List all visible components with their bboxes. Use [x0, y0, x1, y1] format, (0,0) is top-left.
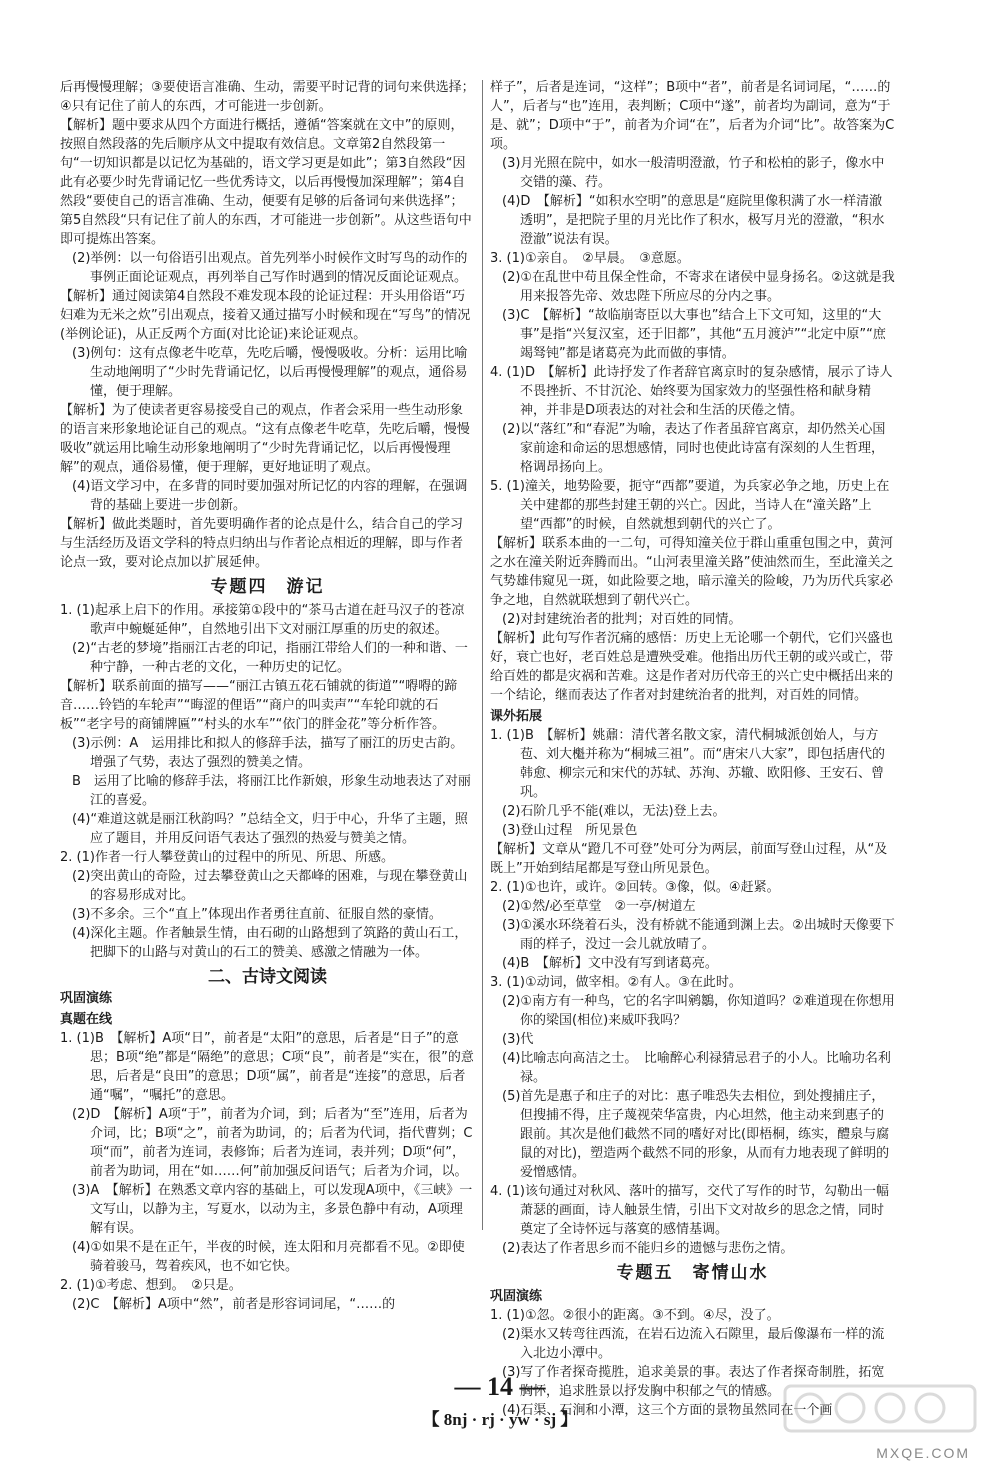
paragraph: 后再慢慢理解；③要使语言准确、生动，需要平时记背的词句来供选择；④只有记住了前人的东西，才可能进一步创新。: [60, 80, 475, 114]
subheading-gonggu: 巩固演练: [60, 991, 113, 1006]
watermark-logo: [780, 1381, 980, 1451]
analysis-paragraph: 【解析】做此类题时，首先要明确作者的论点是什么，结合自己的学习与生活经历及语文学科的特点归纳出与作者论点相近的理解，即与作者论点一致，要对论点加以扩展延伸。: [60, 517, 464, 570]
answer-item: (3)C 【解析】“故临崩寄臣以大事也”结合上下文可知，这里的“大事”是指“兴复汉室，还于旧都”，其他“五月渡泸”“北定中原”“庶竭驽钝”都是诸葛亮为此而做的事情。: [502, 308, 886, 361]
answer-item: (3)不多余。三个“直上”体现出作者勇往直前、征服自然的豪情。: [72, 907, 442, 922]
answer-item: (2)举例：以一句俗语引出观点。首先列举小时候作文时写鸟的动作的事例正面论证观点，再列举自己写作时遇到的情况反面论证观点。: [72, 251, 468, 285]
section-title-gushiwen: 二、古诗文阅读: [208, 967, 327, 987]
answer-item: (4)深化主题。作者触景生情，由石砌的山路想到了筑路的黄山石工，把脚下的山路与对黄山的石工的赞美、感激之情融为一体。: [72, 926, 468, 960]
answer-item: (3)A 【解析】在熟悉文章内容的基础上，可以发现A项中，《三峡》一文写山，以静为主，写夏水，以动为主，多景色静中有动，A项理解有误。: [72, 1183, 473, 1236]
answer-item: 1. (1)起承上启下的作用。承接第①段中的“茶马古道在赶马汉子的苍凉歌声中蜿蜒延伸”，自然地引出下文对丽江厚重的历史的叙述。: [60, 603, 465, 637]
answer-item: (3)写了作者探奇揽胜，追求美景的事。表达了作者探奇制胜，拓宽胸怀，追求胜景以抒发胸中积郁之气的情感。: [502, 1365, 885, 1399]
answer-item: 1. (1)B 【解析】姚鼐：清代著名散文家，清代桐城派创始人，与方苞、刘大櫆并称为“桐城三祖”。而“唐宋八大家”，即包括唐代的韩愈、柳宗元和宋代的苏轼、苏洵、苏辙、欧阳修、王安石、曾巩。: [490, 728, 885, 800]
analysis-paragraph: 【解析】题中要求从四个方面进行概括，遵循“答案就在文中”的原则，按照自然段落的先后顺序从文中提取有效信息。文章第2自然段第一句“一切知识都是以记忆为基础的，语文学习更是如此”；第3自然段“因此有必要少时先背诵记忆一些优秀诗文，以后再慢慢加深理解”；第4自然段“要使自己的语言准确、生动，便要有足够的后备词句来供选择”；第5自然段“只有记住了前人的东西，才可能进一步创新”。从这些语句中即可提炼出答案。: [60, 118, 472, 247]
answer-item: (4)B 【解析】文中没有写到诸葛亮。: [502, 956, 718, 971]
answer-item: (2)突出黄山的奇险，过去攀登黄山之天都峰的困难，与现在攀登黄山的容易形成对比。: [72, 869, 468, 903]
answer-item: (4)“难道这就是丽江秋韵吗？”总结全文，归于中心，升华了主题，照应了题目，并用反问语气表达了强烈的热爱与赞美之情。: [72, 812, 468, 846]
analysis-paragraph: 【解析】联系本曲的一二句，可得知潼关位于群山重重包围之中，黄河之水在潼关附近奔腾而出。“山河表里潼关路”使油然而生，至此潼关之气势雄伟窥见一斑，如此险要之地，暗示潼关的险峻，乃为历代兵家必争之地，自然就联想到了朝代兴亡。: [490, 536, 894, 608]
answer-item: (5)首先是惠子和庄子的对比：惠子唯恐失去相位，到处搜捕庄子，但搜捕不得，庄子蔑视荣华富贵，内心坦然，他主动来到惠子的跟前。其次是他们截然不同的嗜好对比(即梧桐，练实，醴泉与腐鼠的对比)，塑造两个截然不同的形象，从而有力地表现了鲜明的爱憎感情。: [502, 1089, 890, 1180]
answer-item: 4. (1)该句通过对秋风、落叶的描写，交代了写作的时节，勾勒出一幅萧瑟的画面，诗人触景生情，引出下文对故乡的思念之情，同时奠定了全诗怀远与落寞的感情基调。: [490, 1184, 889, 1237]
answer-item: (2)石阶几乎不能(难以，无法)登上去。: [502, 804, 726, 819]
answer-item: (2)①南方有一种鸟，它的名字叫鹓鶵，你知道吗？②难道现在你想用你的梁国(相位)来威吓我吗？: [502, 994, 895, 1028]
answer-item: 1. (1)B 【解析】A项“日”，前者是“太阳”的意思，后者是“日子”的意思；B项“绝”都是“隔绝”的意思；C项“良”，前者是“实在，很”的意思，后者是“良田”的意思；D项“属”，前者是“连接”的意思，后者通“嘱”，“嘱托”的意思。: [60, 1031, 474, 1103]
answer-item: 1. (1)①忽。②很小的距离。③不到。④尽，没了。: [490, 1308, 780, 1323]
paragraph: 样子”，后者是连词，“这样”；B项中“者”，前者是名词词尾，“……的人”，后者与“也”连用，表判断；C项中“遂”，前者均为副词，意为“于是、就”；D项中“于”，前者为介词“在”，后者为介词“比”。故答案为C项。: [490, 80, 895, 152]
answer-item: 4. (1)D 【解析】此诗抒发了作者辞官离京时的复杂感情，展示了诗人不畏挫折、不甘沉沦、始终要为国家效力的坚强性格和献身精神，并非是D项表达的对社会和生活的厌倦之情。: [490, 365, 893, 418]
answer-item: (4)石渠、石涧和小潭，这三个方面的景物虽然同在一个画: [502, 1403, 833, 1418]
answer-item: (3)登山过程 所见景色: [502, 823, 638, 838]
answer-item: (2)D 【解析】A项“于”，前者为介词，到；后者为“至”连用，后者为介词，比；B项“之”，前者为助词，的；后者为代词，指代曹刿；C项“而”，前者为连词，表修饰；后者为连词，表并列；D项“何”，前者为助词，用在“如……何”前加强反问语气；后者为介词，以。: [72, 1107, 473, 1179]
answer-item: 3. (1)①亲自。 ②早晨。 ③意愿。: [490, 251, 690, 266]
book-code: 【 8nj · rj · yw · sj 】: [422, 1410, 578, 1429]
answer-item: (2)①在乱世中苟且保全性命，不寄求在诸侯中显身扬名。②这就是我用来报答先帝、效忠陛下所应尽的分内之事。: [502, 270, 895, 304]
answer-item: (2)①然/必至草堂 ②一亭/树道左: [502, 899, 696, 914]
answer-item: (2)以“落红”和“春泥”为喻，表达了作者虽辞官离京，却仍然关心国家前途和命运的思想感情，同时也使此诗富有深刻的人生哲理，格调昂扬向上。: [502, 422, 886, 475]
answer-item: (2)“古老的梦境”指丽江古老的印记，指丽江带给人们的一种和谐、一种宁静，一种古老的文化，一种历史的记忆。: [72, 641, 468, 675]
answer-item: (4)D 【解析】“如积水空明”的意思是“庭院里像积满了水一样清澈透明”，是把院子里的月光比作了积水，极写月光的澄澈，“积水澄澈”说法有误。: [502, 194, 885, 247]
answer-item: 2. (1)①考虑、想到。 ②只是。: [60, 1278, 242, 1293]
analysis-paragraph: 【解析】通过阅读第4自然段不难发现本段的论证过程：开头用俗语“巧妇难为无米之炊”引出观点，接着又通过描写小时候和现在“写鸟”的情况(举例论证)，从正反两个方面(对比论证)来论证观点。: [60, 289, 471, 342]
answer-item: (4)比喻志向高洁之士。 比喻醉心利禄猜忌君子的小人。比喻功名利禄。: [502, 1051, 891, 1085]
answer-item: (4)①如果不是在正午，半夜的时候，连太阳和月亮都看不见。②即使骑着骏马，驾着疾风，也不如它快。: [72, 1240, 465, 1274]
answer-item: 2. (1)①也许，或许。②回转。③像，似。④赶紧。: [490, 880, 780, 895]
answer-item: (2)表达了作者思乡而不能归乡的遗憾与悲伤之情。: [502, 1241, 794, 1256]
answer-item: 2. (1)作者一行人攀登黄山的过程中的所见、所思、所感。: [60, 850, 394, 865]
subheading-zhenti: 真题在线: [60, 1012, 113, 1027]
subheading-kewai: 课外拓展: [490, 709, 543, 724]
answer-item: (3)示例：A 运用排比和拟人的修辞手法，描写了丽江的历史古韵。增强了气势，表达了强烈的赞美之情。: [72, 736, 464, 770]
section-title-5: 专题五 寄情山水: [616, 1263, 769, 1283]
watermark-text: MXQE.COM: [876, 1445, 970, 1461]
answer-item: (3)①溪水环绕着石头，没有桥就不能通到渊上去。②出城时天像要下雨的样子，没过一会儿就放晴了。: [502, 918, 895, 952]
answer-item: (4)语文学习中，在多背的同时要加强对所记忆的内容的理解，在强调背的基础上要进一步创新。: [72, 479, 468, 513]
answer-item: B 运用了比喻的修辞手法，将丽江比作新娘，形象生动地表达了对丽江的喜爱。: [72, 774, 471, 808]
answer-item: 3. (1)①动词，做宰相。②有人。③在此时。: [490, 975, 742, 990]
answer-item: 5. (1)潼关，地势险要，扼守“西都”要道，为兵家必争之地，历史上在关中建都的那些封建王朝的兴亡。因此，当诗人在“潼关路”上望“西都”的时候，自然就想到朝代的兴亡了。: [490, 479, 890, 532]
left-column: [60, 78, 475, 1312]
page-number: — 14 —: [454, 1372, 546, 1401]
subheading-gonggu-2: 巩固演练: [490, 1289, 543, 1304]
column-divider: [482, 80, 483, 1230]
answer-item: (3)代: [502, 1032, 534, 1047]
answer-item: (3)月光照在院中，如水一般清明澄澈，竹子和松柏的影子，像水中交错的藻、荇。: [502, 156, 885, 190]
analysis-paragraph: 【解析】为了使读者更容易接受自己的观点，作者会采用一些生动形象的语言来形象地论证自己的观点。“这有点像老牛吃草，先吃后嚼，慢慢吸收”就运用比喻生动形象地阐明了“少时先背诵记忆，以后再慢慢理解”的观点，通俗易懂，便于理解，更好地证明了观点。: [60, 403, 470, 475]
answer-item: (2)对封建统治者的批判；对百姓的同情。: [502, 612, 742, 627]
analysis-paragraph: 【解析】文章从“蹬几不可登”处可分为两层，前面写登山过程，从“及既上”开始到结尾都是写登山所见景色。: [490, 842, 888, 876]
answer-item: (2)渠水又转弯往西流，在岩石边流入石隙里，最后像瀑布一样的流入北边小潭中。: [502, 1327, 885, 1361]
analysis-paragraph: 【解析】联系前面的描写——“丽江古镇五花石铺就的街道”“嘚嘚的蹄音……铃铛的车轮声”“晦涩的俚语”“商户的叫卖声”“车轮印就的石板”“老字号的商铺牌匾”“村头的水车”“依门的胖金花”等分析作答。: [60, 679, 458, 732]
answer-item: (3)例句：这有点像老牛吃草，先吃后嚼，慢慢吸收。分析：运用比喻生动地阐明了“少时先背诵记忆，以后再慢慢理解”的观点，通俗易懂，便于理解。: [72, 346, 468, 399]
section-title-4: 专题四 游记: [210, 577, 325, 597]
answer-item: (2)C 【解析】A项中“然”，前者是形容词词尾，“……的: [72, 1297, 396, 1312]
analysis-paragraph: 【解析】此句写作者沉痛的感悟：历史上无论哪一个朝代，它们兴盛也好，衰亡也好，老百姓总是遭殃受难。他指出历代王朝的或兴或亡，带给百姓的都是灾祸和苦难。这是作者对历代帝王的兴亡史中概括出来的一个结论，继而表达了作者对封建统治者的批判，对百姓的同情。: [490, 631, 894, 703]
